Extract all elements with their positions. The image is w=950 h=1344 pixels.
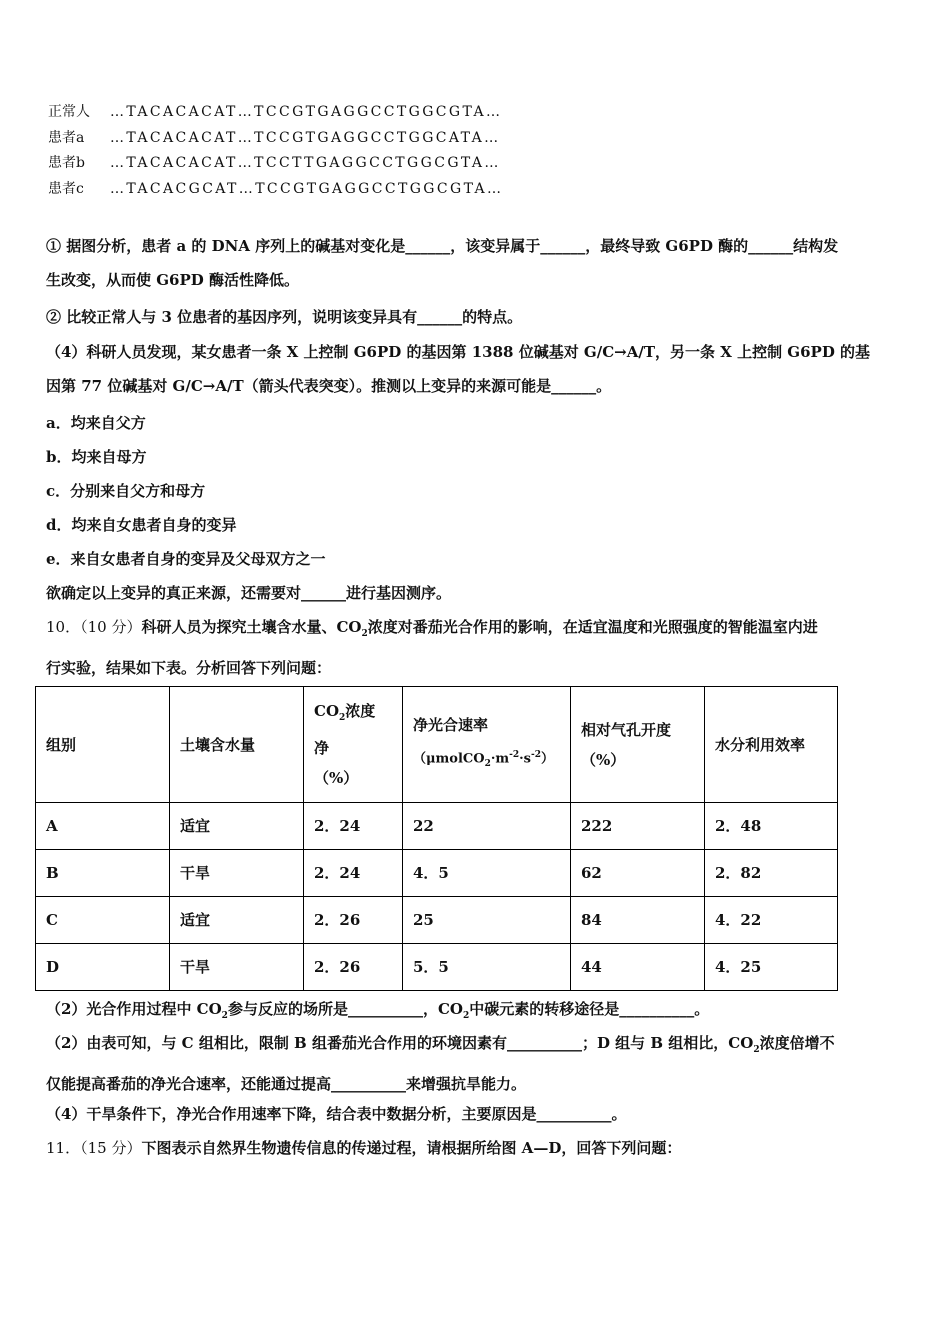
cell-water: 2．82 xyxy=(705,850,838,897)
q9-option-d: d．均来自女患者自身的变异 xyxy=(46,516,237,534)
q10-sub1-b: 参与反应的场所是__________，CO xyxy=(227,1000,463,1018)
q9-part1-line1: ① 据图分析，患者 a 的 DNA 序列上的碱基对变化是______，该变异属于______，最终导致 G6PD 酶的______结构发 xyxy=(46,237,839,255)
cell-rate: 5．5 xyxy=(403,944,571,991)
q10-intro-b: 浓度对番茄光合作用的影响，在适宜温度和光照强度的智能温室内进 xyxy=(367,618,818,636)
header-group: 组别 xyxy=(36,687,170,803)
sequence-label: 患者c xyxy=(48,180,84,197)
header-co2-a: CO xyxy=(314,702,340,720)
q10-sub1-sub1: 2 xyxy=(221,1011,228,1021)
table-row xyxy=(36,803,838,850)
q10-number: 10． xyxy=(46,618,81,636)
cell-group: A xyxy=(36,803,170,850)
header-rate-unit-a: （μmolCO xyxy=(413,751,485,767)
q11-score: （15 分） xyxy=(80,1139,142,1157)
header-stomata-unit: （%） xyxy=(581,750,626,769)
cell-soil: 适宜 xyxy=(170,897,304,944)
header-stomata-label: 相对气孔开度 xyxy=(581,720,672,739)
q10-sub1-sub2: 2 xyxy=(462,1011,470,1021)
header-rate xyxy=(403,687,571,803)
q10-intro-a: 科研人员为探究土壤含水量、CO xyxy=(141,618,362,636)
header-rate-unit-sup1: -2 xyxy=(509,750,520,761)
q9-part4-line2: 因第 77 位碱基对 G/C→A/T（箭头代表突变）。推测以上变异的来源可能是______。 xyxy=(46,377,612,395)
cell-soil: 干旱 xyxy=(170,944,304,991)
header-co2-c: 净 xyxy=(314,739,330,757)
table-row xyxy=(36,850,838,897)
q10-intro xyxy=(46,610,904,685)
q10-sub1-a: （2）光合作用过程中 CO xyxy=(46,1000,222,1018)
header-stomata xyxy=(571,687,705,803)
header-soil: 土壤含水量 xyxy=(170,687,304,803)
header-rate-label: 净光合速率 xyxy=(413,716,489,735)
q9-part2: ② 比较正常人与 3 位患者的基因序列，说明该变异具有______的特点。 xyxy=(46,308,523,326)
q10-sub2-b: 浓度倍增不 xyxy=(759,1034,835,1052)
cell-rate: 4．5 xyxy=(403,850,571,897)
results-table xyxy=(35,686,838,991)
cell-group: D xyxy=(36,944,170,991)
table-row xyxy=(36,944,838,991)
sequence-label: 患者b xyxy=(48,155,85,171)
sequence-row-patient-c xyxy=(48,177,503,203)
cell-group: B xyxy=(36,850,170,897)
q11-number: 11． xyxy=(46,1139,81,1157)
q10-sub2 xyxy=(46,1026,904,1101)
q11-intro xyxy=(46,1131,904,1165)
sequence-label: 患者a xyxy=(48,129,85,146)
q10-intro-sub: 2 xyxy=(361,629,368,639)
q10-sub1-c: 中碳元素的转移途径是__________。 xyxy=(469,1000,710,1018)
q9-option-b: b．均来自母方 xyxy=(46,448,147,466)
q10-score: （10 分） xyxy=(80,618,142,636)
header-co2-b: 浓度 xyxy=(345,702,376,720)
q9-part4-line1: （4）科研人员发现，某女患者一条 X 上控制 G6PD 的基因第 1388 位碱基对 G/C→A/T，另一条 X 上控制 G6PD 的基 xyxy=(46,343,871,361)
header-co2 xyxy=(304,687,403,803)
header-rate-unit-c: ·s xyxy=(519,751,531,767)
cell-stomata: 222 xyxy=(571,803,705,850)
q9-option-e: e．来自女患者自身的变异及父母双方之一 xyxy=(46,550,326,568)
cell-rate: 25 xyxy=(403,897,571,944)
q10-intro-line2: 行实验，结果如下表。分析回答下列问题： xyxy=(46,659,332,677)
table-header-row xyxy=(36,687,838,803)
cell-soil: 干旱 xyxy=(170,850,304,897)
q10-sub2-a: （2）由表可知，与 C 组相比，限制 B 组番茄光合作用的环境因素有__________；D 组与 B 组相比，CO xyxy=(46,1034,754,1052)
sequence-dna: …TACACGCAT…TCCGTGAGGCCTGGCGTA… xyxy=(110,180,504,197)
header-rate-unit-b: ·m xyxy=(490,751,510,767)
q11-text: 下图表示自然界生物遗传信息的传递过程，请根据所给图 A—D，回答下列问题： xyxy=(141,1139,682,1157)
q10-sub2-line2: 仅能提高番茄的净光合速率，还能通过提高__________来增强抗旱能力。 xyxy=(46,1075,527,1093)
q10-sub4: （4）干旱条件下，净光合作用速率下降，结合表中数据分析，主要原因是__________。 xyxy=(46,1105,627,1123)
cell-group: C xyxy=(36,897,170,944)
cell-co2: 2．26 xyxy=(304,944,403,991)
cell-co2: 2．24 xyxy=(304,850,403,897)
cell-stomata: 84 xyxy=(571,897,705,944)
q10-intro-line1 xyxy=(46,610,904,651)
sequence-label: 正常人 xyxy=(48,104,90,120)
cell-stomata: 62 xyxy=(571,850,705,897)
cell-stomata: 44 xyxy=(571,944,705,991)
q9-option-c: c．分别来自父方和母方 xyxy=(46,482,206,500)
q9-final: 欲确定以上变异的真正来源，还需要对______进行基因测序。 xyxy=(46,584,452,602)
cell-water: 4．22 xyxy=(705,897,838,944)
header-rate-unit-sub: 2 xyxy=(484,758,491,769)
sequence-dna: …TACACACAT…TCCTTGAGGCCTGGCGTA… xyxy=(110,155,501,171)
sequence-row-patient-b xyxy=(48,151,503,177)
cell-co2: 2．26 xyxy=(304,897,403,944)
header-co2-sub: 2 xyxy=(339,713,346,723)
dna-sequence-figure xyxy=(48,100,503,202)
cell-soil: 适宜 xyxy=(170,803,304,850)
cell-water: 4．25 xyxy=(705,944,838,991)
header-water: 水分利用效率 xyxy=(705,687,838,803)
header-rate-unit-d: ） xyxy=(540,751,554,767)
cell-water: 2．48 xyxy=(705,803,838,850)
q10-sub2-sub: 2 xyxy=(753,1045,760,1055)
q10-sub2-line1 xyxy=(46,1026,904,1067)
sequence-dna: …TACACACAT…TCCGTGAGGCCTGGCATA… xyxy=(110,129,501,146)
header-rate-unit-sup2: -2 xyxy=(530,750,541,761)
sequence-row-patient-a xyxy=(48,126,503,152)
q9-part1 xyxy=(46,229,904,297)
q9-part4 xyxy=(46,335,904,403)
q9-part1-line2: 生改变，从而使 G6PD 酶活性降低。 xyxy=(46,271,299,289)
cell-rate: 22 xyxy=(403,803,571,850)
sequence-row-normal xyxy=(48,100,503,126)
header-co2-unit: （%） xyxy=(314,769,359,787)
q9-option-a: a．均来自父方 xyxy=(46,414,146,432)
cell-co2: 2．24 xyxy=(304,803,403,850)
table-row xyxy=(36,897,838,944)
sequence-dna: …TACACACAT…TCCGTGAGGCCTGGCGTA… xyxy=(110,104,503,120)
